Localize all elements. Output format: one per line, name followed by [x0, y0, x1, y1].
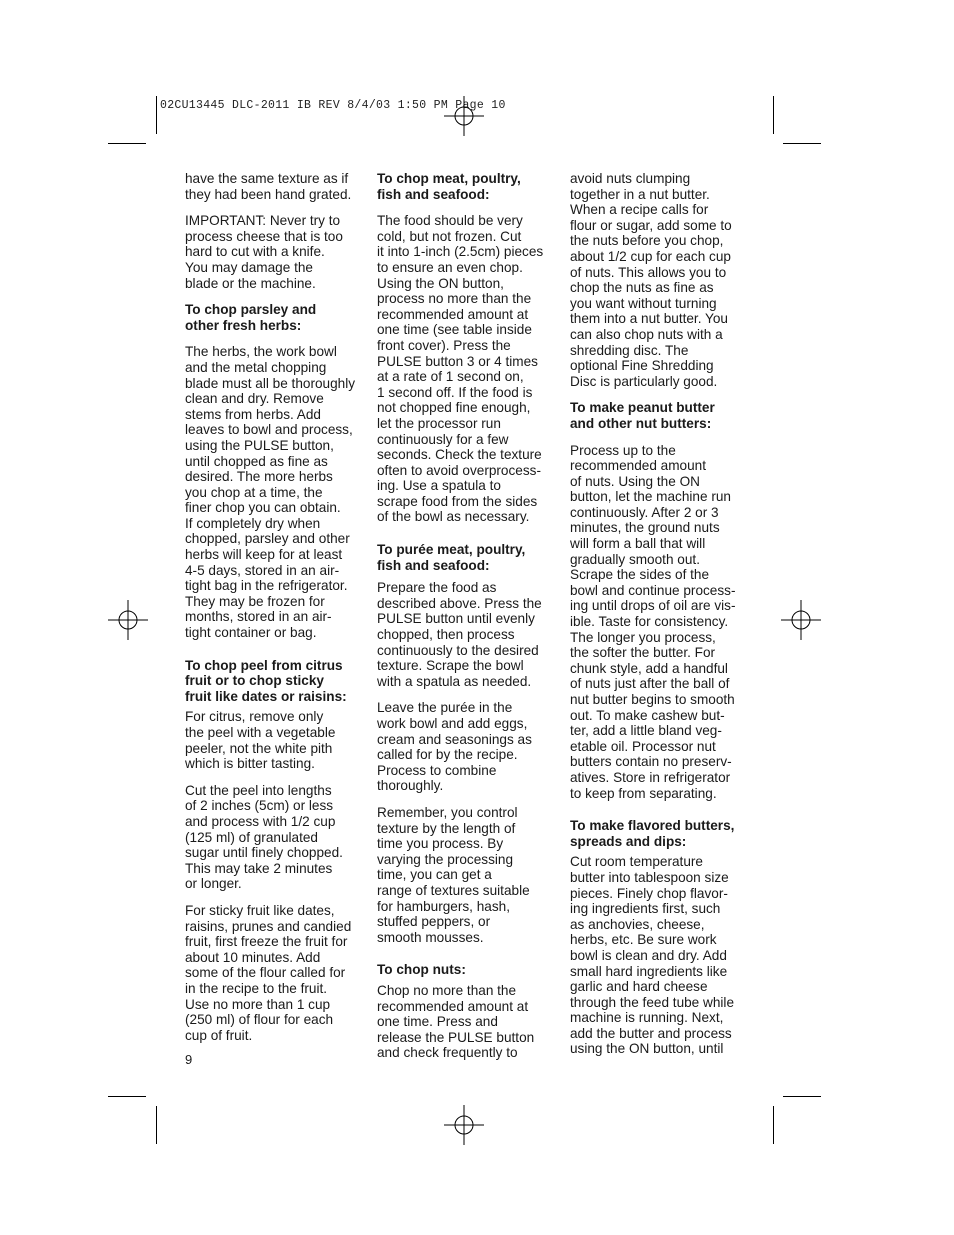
text-line: Chop no more than the — [377, 982, 517, 998]
text-line: To make flavored butters, — [570, 818, 735, 834]
crop-mark — [156, 1106, 157, 1144]
text-line: herbs will keep for at least — [185, 547, 343, 563]
text-line: scrape food from the sides — [377, 493, 538, 509]
text-line: and process with 1/2 cup — [185, 813, 336, 829]
text-line: herbs, etc. Be sure work — [570, 932, 717, 948]
text-line: raisins, prunes and candied — [185, 918, 352, 934]
text-line: desired. The more herbs — [185, 469, 333, 485]
text-line: it into 1-inch (2.5cm) pieces — [377, 244, 544, 260]
text-line: months, stored in an air- — [185, 609, 332, 625]
text-line: often to avoid overprocess- — [377, 462, 541, 478]
text-line: front cover). Press the — [377, 337, 511, 353]
text-line: ing ingredients first, such — [570, 901, 721, 917]
section-heading — [377, 171, 557, 202]
paragraph — [570, 443, 755, 802]
text-line: Remember, you control — [377, 804, 518, 820]
paragraph — [570, 171, 755, 389]
text-line: finer chop you can obtain. — [185, 500, 341, 516]
section-heading — [570, 400, 755, 431]
crop-mark — [773, 1106, 774, 1144]
text-line: fruit, first freeze the fruit for — [185, 934, 348, 950]
text-line: fish and seafood: — [377, 557, 490, 573]
text-line: and other nut butters: — [570, 415, 712, 431]
text-line: you chop at a time, the — [185, 484, 323, 500]
text-line: blade must all be thoroughly — [185, 375, 356, 391]
text-line: The herbs, the work bowl — [185, 344, 337, 360]
text-line: until chopped as fine as — [185, 453, 328, 469]
text-line: to keep from separating. — [570, 785, 717, 801]
text-line: The food should be very — [377, 213, 523, 229]
text-line: To chop parsley and — [185, 302, 317, 318]
text-line: can also chop nuts with a — [570, 326, 723, 342]
text-line: stuffed peppers, or — [377, 914, 491, 930]
text-line: chopped, then process — [377, 627, 515, 643]
text-line: clean and dry. Remove — [185, 391, 324, 407]
text-line: one time (see table inside — [377, 322, 532, 338]
text-line: process no more than the — [377, 291, 532, 307]
text-line: To chop peel from citrus — [185, 657, 343, 673]
text-line: For citrus, remove only — [185, 709, 324, 725]
printer-slug-line: 02CU13445 DLC-2011 IB REV 8/4/03 1:50 PM Page 10 — [160, 99, 506, 112]
text-line: smooth mousses. — [377, 929, 484, 945]
text-line: The longer you process, — [570, 629, 716, 645]
paragraph — [185, 213, 365, 291]
registration-mark-left — [108, 600, 148, 640]
paragraph — [185, 171, 365, 202]
text-line: they had been hand grated. — [185, 186, 352, 202]
text-line: minutes, the ground nuts — [570, 520, 720, 536]
registration-mark-right — [781, 600, 821, 640]
text-line: other fresh herbs: — [185, 317, 302, 333]
text-line: texture by the length of — [377, 820, 516, 836]
text-line: time you process. By — [377, 836, 504, 852]
text-line: avoid nuts clumping — [570, 171, 691, 186]
text-line: with a spatula as needed. — [377, 673, 532, 689]
text-line: If completely dry when — [185, 515, 321, 531]
text-line: Leave the purée in the — [377, 700, 513, 716]
page-number: 9 — [185, 1052, 193, 1067]
text-line: To chop meat, poultry, — [377, 171, 521, 186]
text-line: let the processor run — [377, 415, 501, 431]
paragraph — [377, 805, 557, 945]
text-line: ible. Taste for consistency. — [570, 614, 729, 630]
text-line: thoroughly. — [377, 778, 444, 794]
text-line: them into a nut butter. You — [570, 311, 728, 327]
text-line: as anchovies, cheese, — [570, 916, 705, 932]
text-line: butter into tablespoon size — [570, 869, 729, 885]
text-line: which is bitter tasting. — [185, 756, 315, 772]
text-line: 1 second off. If the food is — [377, 384, 533, 400]
text-line: Process up to the — [570, 442, 676, 458]
text-line: peeler, not the white pith — [185, 740, 333, 756]
text-line: flour or sugar, add some to — [570, 217, 732, 233]
text-line: small hard ingredients like — [570, 963, 728, 979]
text-line: bowl and continue process- — [570, 582, 736, 598]
text-line: fruit or to chop sticky — [185, 673, 324, 689]
text-line: cold, but not frozen. Cut — [377, 228, 522, 244]
section-heading — [377, 542, 557, 573]
text-line: and check frequently to — [377, 1045, 518, 1061]
text-line: PULSE button 3 or 4 times — [377, 353, 538, 369]
text-line: the softer the butter. For — [570, 645, 716, 661]
text-line: (250 ml) of flour for each — [185, 1012, 334, 1028]
text-line: some of the flour called for — [185, 965, 346, 981]
text-line: stems from herbs. Add — [185, 406, 321, 422]
text-line: release the PULSE button — [377, 1029, 535, 1045]
text-line: about 1/2 cup for each cup — [570, 248, 731, 264]
text-line: garlic and hard cheese — [570, 979, 708, 995]
text-line: recommended amount — [570, 458, 707, 474]
text-line: IMPORTANT: Never try to — [185, 213, 341, 229]
text-line: fruit like dates or raisins: — [185, 688, 347, 704]
text-column-3 — [570, 171, 755, 1068]
text-line: you want without turning — [570, 295, 717, 311]
text-line: Cut the peel into lengths — [185, 782, 332, 798]
text-line: or longer. — [185, 876, 242, 892]
text-line: butters contain no preserv- — [570, 754, 732, 770]
text-line: sugar until finely chopped. — [185, 845, 343, 861]
text-line: hard to cut with a knife. — [185, 244, 325, 260]
text-line: cream and seasonings as — [377, 731, 532, 747]
text-line: and the metal chopping — [185, 359, 327, 375]
text-line: chop the nuts as fine as — [570, 280, 714, 296]
text-line: recommended amount at — [377, 998, 529, 1014]
text-line: one time. Press and — [377, 1014, 498, 1030]
registration-mark-top — [444, 96, 484, 136]
text-line: of nuts. Using the ON — [570, 473, 700, 489]
text-line: work bowl and add eggs, — [377, 716, 528, 731]
text-line: time, you can get a — [377, 867, 492, 883]
text-line: range of textures suitable — [377, 882, 530, 898]
text-column-2 — [377, 171, 557, 1072]
text-line: the peel with a vegetable — [185, 725, 336, 740]
text-line: continuously for a few — [377, 431, 509, 447]
text-line: Process to combine — [377, 762, 497, 778]
text-line: varying the processing — [377, 851, 514, 867]
text-line: chunk style, add a handful — [570, 660, 728, 676]
text-line: using the ON button, until — [570, 1041, 724, 1057]
text-line: cup of fruit. — [185, 1027, 253, 1043]
text-line: spreads and dips: — [570, 833, 687, 849]
crop-mark — [108, 143, 146, 144]
text-line: etable oil. Processor nut — [570, 738, 716, 754]
crop-mark — [108, 1096, 146, 1097]
text-line: bowl is clean and dry. Add — [570, 947, 727, 963]
text-line: For sticky fruit like dates, — [185, 902, 335, 918]
text-line: gradually smooth out. — [570, 551, 700, 567]
text-line: out. To make cashew but- — [570, 707, 725, 723]
text-line: optional Fine Shredding — [570, 358, 714, 374]
text-line: machine is running. Next, — [570, 1010, 724, 1026]
text-line: button, let the machine run — [570, 489, 731, 505]
text-line: To chop nuts: — [377, 962, 466, 978]
text-line: nut butter begins to smooth — [570, 692, 735, 707]
text-line: of 2 inches (5cm) or less — [185, 798, 334, 814]
section-heading — [185, 302, 365, 333]
text-line: tight container or bag. — [185, 625, 317, 641]
text-line: atives. Store in refrigerator — [570, 769, 731, 785]
text-line: leaves to bowl and process, — [185, 422, 353, 438]
text-line: through the feed tube while — [570, 994, 735, 1010]
text-line: This may take 2 minutes — [185, 860, 333, 876]
text-line: You may damage the — [185, 259, 313, 275]
text-line: the nuts before you chop, — [570, 233, 724, 249]
text-line: PULSE button until evenly — [377, 611, 535, 627]
text-line: blade or the machine. — [185, 275, 316, 291]
text-line: They may be frozen for — [185, 593, 325, 609]
text-line: of the bowl as necessary. — [377, 509, 530, 525]
paragraph — [185, 783, 365, 892]
text-line: of nuts. This allows you to — [570, 264, 727, 280]
paragraph — [185, 709, 365, 771]
text-line: Use no more than 1 cup — [185, 996, 331, 1012]
text-line: recommended amount at — [377, 306, 529, 322]
text-column-1 — [185, 171, 365, 1054]
text-line: ing. Use a spatula to — [377, 478, 501, 494]
paragraph — [185, 344, 365, 640]
text-line: using the PULSE button, — [185, 437, 334, 453]
text-line: Using the ON button, — [377, 275, 504, 291]
text-line: texture. Scrape the bowl — [377, 658, 524, 674]
text-line: When a recipe calls for — [570, 202, 709, 218]
text-line: To make peanut butter — [570, 400, 715, 416]
text-line: pieces. Finely chop flavor- — [570, 885, 728, 901]
crop-mark — [783, 143, 821, 144]
text-line: have the same texture as if — [185, 171, 349, 186]
text-line: about 10 minutes. Add — [185, 949, 321, 965]
text-line: for hamburgers, hash, — [377, 898, 510, 914]
text-line: chopped, parsley and other — [185, 531, 350, 547]
text-line: fish and seafood: — [377, 186, 490, 202]
paragraph — [377, 580, 557, 689]
text-line: process cheese that is too — [185, 228, 343, 244]
text-line: Scrape the sides of the — [570, 567, 710, 583]
crop-mark — [156, 96, 157, 134]
paragraph — [377, 700, 557, 794]
paragraph — [377, 983, 557, 1061]
text-line: tight bag in the refrigerator. — [185, 578, 348, 594]
text-line: continuously. After 2 or 3 — [570, 504, 719, 520]
paragraph — [377, 213, 557, 525]
text-line: to ensure an even chop. — [377, 259, 523, 275]
text-line: in the recipe to the fruit. — [185, 980, 328, 996]
text-line: not chopped fine enough, — [377, 400, 531, 416]
text-line: (125 ml) of granulated — [185, 829, 318, 845]
text-line: shredding disc. The — [570, 342, 689, 358]
text-line: together in a nut butter. — [570, 186, 710, 202]
paragraph — [570, 854, 755, 1057]
crop-mark — [783, 1096, 821, 1097]
text-line: ter, add a little bland veg- — [570, 723, 722, 739]
section-heading — [185, 658, 365, 705]
text-line: Disc is particularly good. — [570, 373, 718, 389]
text-line: add the butter and process — [570, 1025, 732, 1041]
text-line: Prepare the food as — [377, 580, 497, 596]
section-heading — [377, 962, 557, 978]
text-line: seconds. Check the texture — [377, 447, 542, 463]
text-line: Cut room temperature — [570, 854, 703, 870]
text-line: described above. Press the — [377, 595, 542, 611]
crop-mark — [773, 96, 774, 134]
text-line: To purée meat, poultry, — [377, 542, 526, 558]
text-line: continuously to the desired — [377, 642, 539, 658]
text-line: of nuts just after the ball of — [570, 676, 730, 692]
paragraph — [185, 903, 365, 1043]
text-line: ing until drops of oil are vis- — [570, 598, 736, 614]
text-line: will form a ball that will — [570, 536, 706, 552]
section-heading — [570, 818, 755, 849]
text-line: 4-5 days, stored in an air- — [185, 562, 340, 578]
registration-mark-bottom — [444, 1105, 484, 1145]
text-line: at a rate of 1 second on, — [377, 369, 524, 385]
text-line: called for by the recipe. — [377, 747, 518, 763]
